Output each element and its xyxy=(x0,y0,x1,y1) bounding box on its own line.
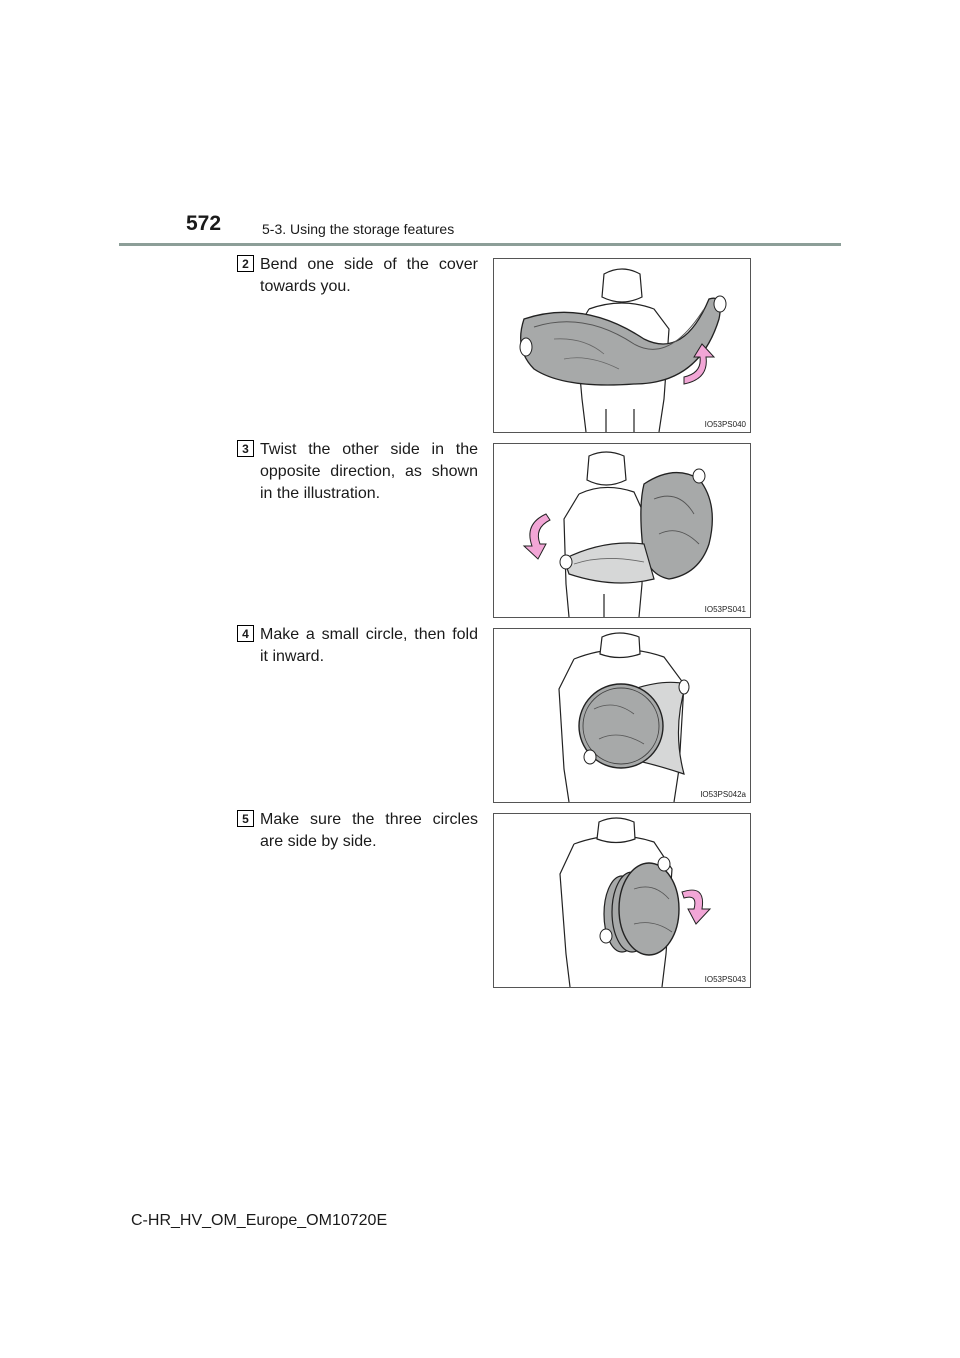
figure-code: IO53PS043 xyxy=(704,975,746,984)
step-instruction: Make sure the three circles are side by side. xyxy=(260,811,478,850)
header-divider xyxy=(119,243,841,246)
step-number-badge: 5 xyxy=(237,810,254,827)
illustration-bend-cover xyxy=(493,258,751,433)
step-number-badge: 2 xyxy=(237,255,254,272)
page-number: 572 xyxy=(186,212,222,235)
step-number-badge: 4 xyxy=(237,625,254,642)
step-instruction: Make a small circle, then fold it inward. xyxy=(260,626,478,665)
illustration-fold-circle xyxy=(493,628,751,803)
three-circles-drawing xyxy=(494,814,750,987)
twist-cover-drawing xyxy=(494,444,750,617)
figure-code: IO53PS040 xyxy=(704,420,746,429)
fold-circle-drawing xyxy=(494,629,750,802)
step-instruction: Bend one side of the cover towards you. xyxy=(260,256,478,295)
figure-code: IO53PS042a xyxy=(700,790,746,799)
section-title: 5-3. Using the storage features xyxy=(262,221,455,237)
step-instruction: Twist the other side in the opposite direction, as shown in the illustration. xyxy=(260,441,478,502)
figure-code: IO53PS041 xyxy=(704,605,746,614)
document-id: C-HR_HV_OM_Europe_OM10720E xyxy=(131,1212,388,1229)
step-number-badge: 3 xyxy=(237,440,254,457)
illustration-twist-cover xyxy=(493,443,751,618)
illustration-three-circles xyxy=(493,813,751,988)
bend-cover-drawing xyxy=(494,259,750,432)
